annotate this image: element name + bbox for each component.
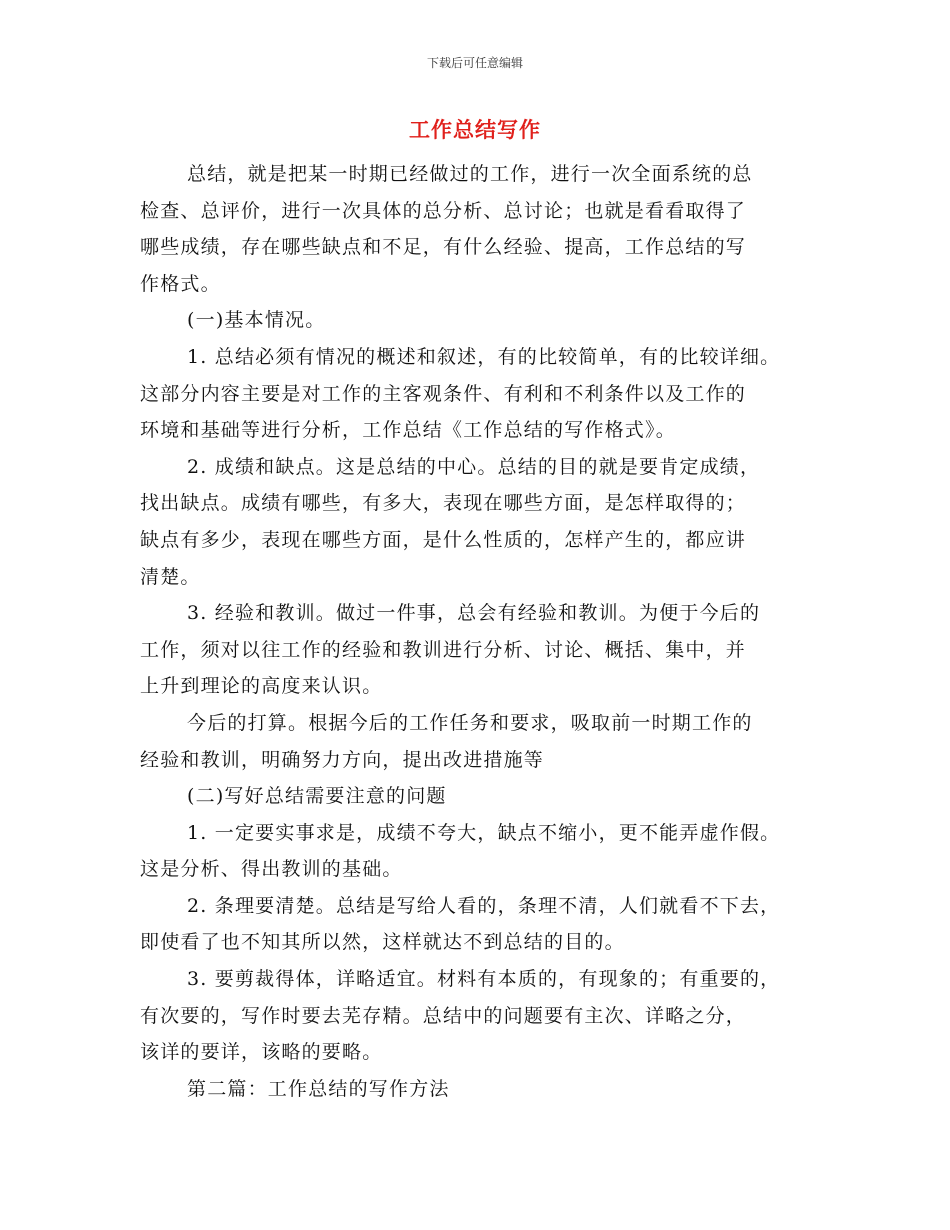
text-line: (一)基本情况。	[187, 309, 326, 332]
text-line: 检查、总评价，进行一次具体的总分析、总讨论；也就是看看取得了	[140, 199, 747, 222]
text-line: (二)写好总结需要注意的问题	[187, 785, 447, 808]
text-line: 有次要的，写作时要去芜存精。总结中的问题要有主次、详略之分，	[140, 1004, 747, 1027]
text-line: 上升到理论的高度来认识。	[140, 675, 383, 698]
text-line: 这部分内容主要是对工作的主客观条件、有利和不利条件以及工作的	[140, 382, 747, 405]
text-line: 作格式。	[140, 272, 221, 295]
text-line: 环境和基础等进行分析，工作总结《工作总结的写作格式》。	[140, 419, 676, 442]
text-line: 今后的打算。根据今后的工作任务和要求，吸取前一时期工作的	[187, 711, 753, 734]
text-line: 3. 经验和教训。做过一件事，总会有经验和教训。为便于今后的	[187, 602, 761, 625]
text-line: 工作，须对以往工作的经验和教训进行分析、讨论、概括、集中，并	[140, 638, 747, 661]
header-note: 下载后可任意编辑	[426, 56, 523, 70]
text-line: 缺点有多少，表现在哪些方面，是什么性质的，怎样产生的，都应讲	[140, 528, 747, 551]
text-line: 1. 总结必须有情况的概述和叙述，有的比较简单，有的比较详细。	[187, 345, 781, 368]
text-line: 3. 要剪裁得体，详略适宜。材料有本质的，有现象的；有重要的，	[187, 968, 781, 991]
text-line: 2. 条理要清楚。总结是写给人看的，条理不清，人们就看不下去，	[187, 894, 781, 917]
text-line: 即使看了也不知其所以然，这样就达不到总结的目的。	[140, 931, 625, 954]
text-line: 2. 成绩和缺点。这是总结的中心。总结的目的就是要肯定成绩，	[187, 455, 761, 478]
text-line: 第二篇：工作总结的写作方法	[187, 1077, 450, 1100]
document-body	[140, 156, 830, 1107]
text-line: 这是分析、得出教训的基础。	[140, 858, 403, 881]
text-line: 1. 一定要实事求是，成绩不夸大，缺点不缩小，更不能弄虚作假。	[187, 821, 781, 844]
text-line: 经验和教训，明确努力方向，提出改进措施等	[140, 748, 545, 771]
text-line: 总结，就是把某一时期已经做过的工作，进行一次全面系统的总	[187, 163, 753, 185]
document-title: 工作总结写作	[409, 118, 541, 142]
text-line: 哪些成绩，存在哪些缺点和不足，有什么经验、提高，工作总结的写	[140, 236, 747, 259]
text-line: 清楚。	[140, 565, 201, 588]
text-line: 该详的要详，该略的要略。	[140, 1041, 383, 1064]
text-line: 找出缺点。成绩有哪些，有多大，表现在哪些方面，是怎样取得的；	[140, 492, 747, 515]
